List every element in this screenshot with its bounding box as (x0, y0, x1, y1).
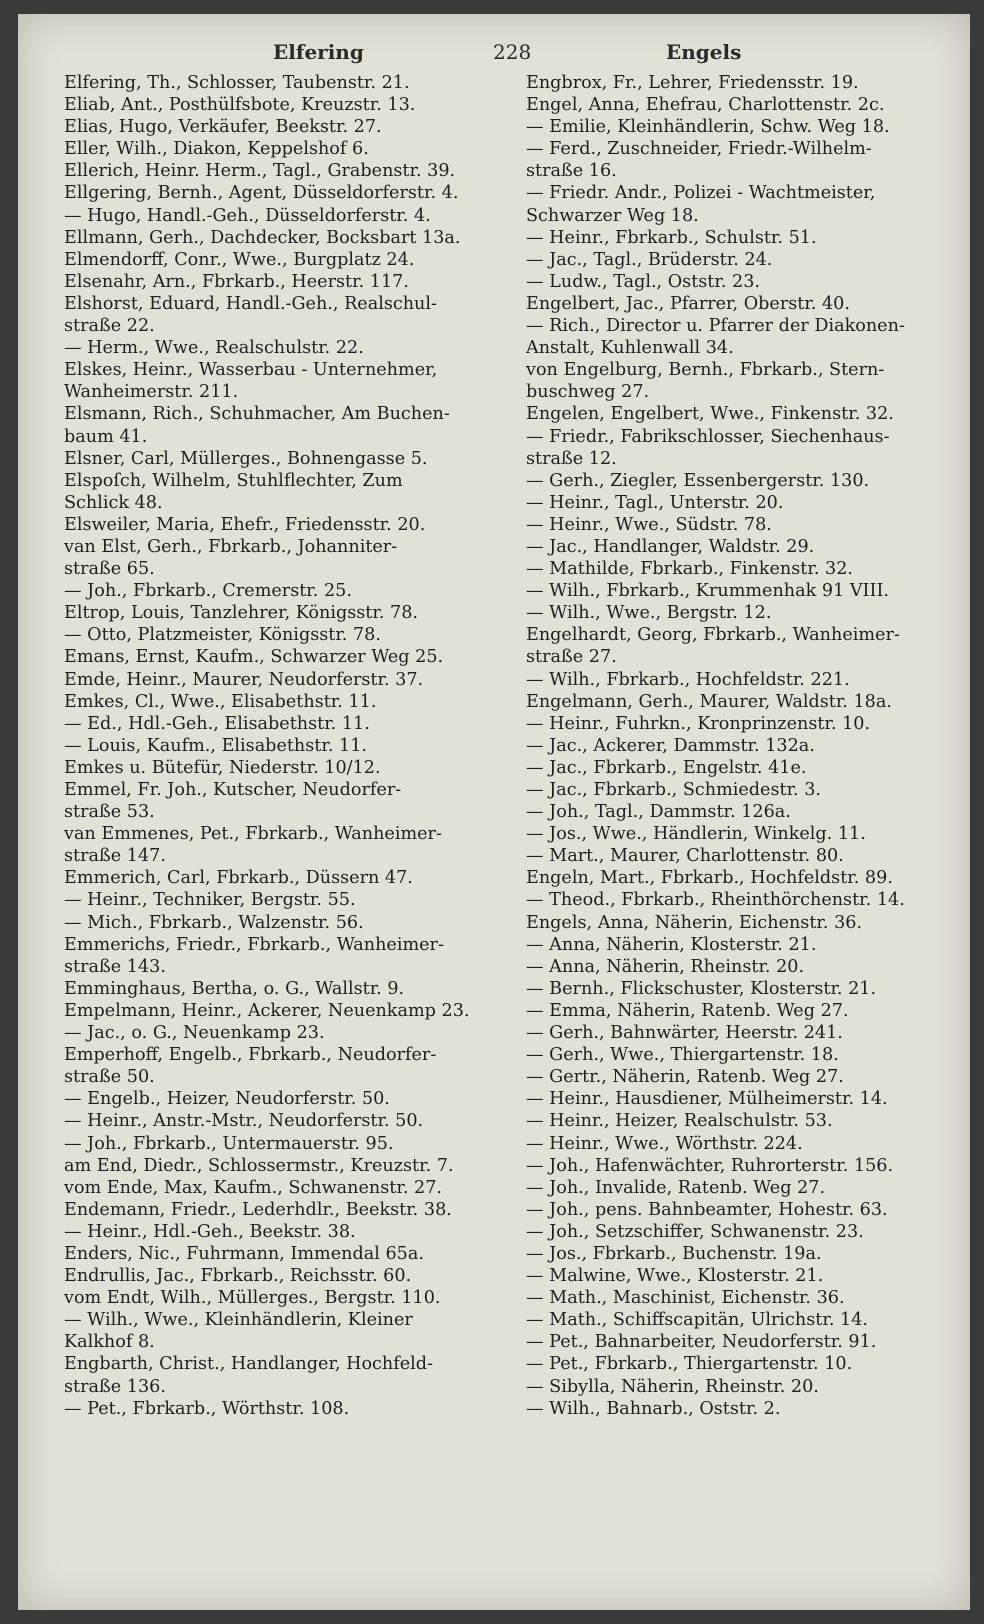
directory-entry-line: — Joh., Hafenwächter, Ruhrorterstr. 156. (526, 1155, 894, 1176)
directory-entry-line: Engelbert, Jac., Pfarrer, Oberstr. 40. (526, 293, 850, 314)
directory-entry-line: — Jac., Handlanger, Waldstr. 29. (526, 536, 815, 557)
directory-entry-line: Engels, Anna, Näherin, Eichenstr. 36. (526, 912, 863, 933)
directory-entry-line: Ellgering, Bernh., Agent, Düsseldorferstr. 4. (64, 183, 459, 204)
directory-entry-line: Ellerich, Heinr. Herm., Tagl., Grabenstr. 39. (64, 161, 456, 182)
directory-entry-line: Engbrox, Fr., Lehrer, Friedensstr. 19. (526, 73, 859, 93)
directory-entry-line: — Joh., Setzschiffer, Schwanenstr. 23. (526, 1221, 864, 1242)
directory-entry-line: Endrullis, Jac., Fbrkarb., Reichsstr. 60. (64, 1266, 412, 1287)
right-column (526, 72, 966, 1420)
directory-entry-line: — Emilie, Kleinhändlerin, Schw. Weg 18. (526, 117, 890, 138)
directory-entry-line: Elmendorff, Conr., Wwe., Burgplatz 24. (64, 249, 415, 270)
directory-entry-line: Enders, Nic., Fuhrmann, Immendal 65a. (64, 1243, 424, 1264)
header-right-keyword: Engels (666, 40, 742, 64)
directory-entry-line: — Sibylla, Näherin, Rheinstr. 20. (526, 1376, 819, 1397)
directory-entry-line: — Malwine, Wwe., Klosterstr. 21. (526, 1266, 824, 1287)
directory-entry-line: van Emmenes, Pet., Fbrkarb., Wanheimer- (64, 824, 442, 845)
directory-entry-line: Elias, Hugo, Verkäufer, Beekstr. 27. (64, 117, 382, 138)
directory-entry-line: — Joh., Fbrkarb., Untermauerstr. 95. (64, 1133, 394, 1154)
directory-entry-line: — Wilh., Wwe., Bergstr. 12. (526, 603, 772, 624)
directory-entry-line: — Theod., Fbrkarb., Rheinthörchenstr. 14. (526, 890, 905, 911)
directory-entry-line: Emkes u. Bütefür, Niederstr. 10/12. (64, 757, 381, 778)
directory-entry-line: — Pet., Fbrkarb., Wörthstr. 108. (64, 1398, 350, 1419)
directory-entry-line: straße 22. (64, 316, 155, 337)
directory-entry-line: straße 12. (526, 448, 617, 469)
directory-entry-line: Engbarth, Christ., Handlanger, Hochfeld- (64, 1354, 433, 1375)
page-header (18, 26, 970, 66)
directory-entry-line: Eller, Wilh., Diakon, Keppelshof 6. (64, 139, 369, 160)
directory-entry-line: — Heinr., Anstr.-Mstr., Neudorferstr. 50. (64, 1111, 424, 1132)
directory-entry-line: — Joh., pens. Bahnbeamter, Hohestr. 63. (526, 1199, 888, 1220)
directory-page (18, 14, 970, 1610)
directory-entry-line: — Rich., Director u. Pfarrer der Diakonen- (526, 316, 905, 337)
directory-entry-line: — Joh., Fbrkarb., Cremerstr. 25. (64, 581, 352, 602)
directory-entry-line: — Otto, Platzmeister, Königsstr. 78. (64, 625, 381, 646)
directory-entry-line: Ellmann, Gerh., Dachdecker, Bocksbart 13a. (64, 227, 461, 248)
directory-entry-line: Elspoſch, Wilhelm, Stuhlflechter, Zum (64, 470, 403, 491)
directory-entry-line: — Heinr., Tagl., Unterstr. 20. (526, 492, 784, 513)
directory-entry-line: van Elst, Gerh., Fbrkarb., Johanniter- (64, 536, 398, 557)
directory-entry-line: — Friedr., Fabrikschlosser, Siechenhaus- (526, 426, 890, 447)
directory-entry-line: — Jac., Ackerer, Dammstr. 132a. (526, 735, 815, 756)
directory-entry-line: — Herm., Wwe., Realschulstr. 22. (64, 338, 364, 359)
directory-entry-line: baum 41. (64, 426, 148, 447)
directory-entry-line: — Wilh., Wwe., Kleinhändlerin, Kleiner (64, 1310, 413, 1331)
directory-entry-line: — Jac., o. G., Neuenkamp 23. (64, 1023, 325, 1044)
directory-entry-line: — Jos., Fbrkarb., Buchenstr. 19a. (526, 1243, 822, 1264)
directory-entry-line: — Gerh., Bahnwärter, Heerstr. 241. (526, 1023, 843, 1044)
directory-entry-line: — Pet., Bahnarbeiter, Neudorferstr. 91. (526, 1332, 877, 1353)
directory-entry-line: — Math., Maschinist, Eichenstr. 36. (526, 1288, 845, 1309)
directory-entry-line: — Joh., Invalide, Ratenb. Weg 27. (526, 1177, 826, 1198)
directory-entry-line: straße 147. (64, 846, 166, 867)
page-number: 228 (493, 40, 532, 64)
directory-entry-line: — Bernh., Flickschuster, Klosterstr. 21. (526, 978, 877, 999)
directory-entry-line: — Wilh., Fbrkarb., Hochfeldstr. 221. (526, 669, 850, 690)
directory-entry-line: — Wilh., Fbrkarb., Krummenhak 91 VIII. (526, 581, 889, 602)
directory-entry-line: — Heinr., Techniker, Bergstr. 55. (64, 890, 356, 911)
directory-entry-line: Emmerichs, Friedr., Fbrkarb., Wanheimer- (64, 934, 444, 955)
directory-entry-line: Schwarzer Weg 18. (526, 205, 699, 226)
directory-entry-line: — Heinr., Hdl.-Geh., Beekstr. 38. (64, 1221, 356, 1242)
directory-entry-line: — Jac., Fbrkarb., Schmiedestr. 3. (526, 780, 822, 800)
directory-entry-line: vom Ende, Max, Kaufm., Schwanenstr. 27. (64, 1177, 442, 1198)
directory-entry-line: — Jac., Tagl., Brüderstr. 24. (526, 249, 773, 270)
directory-entry-line: — Math., Schiffscapitän, Ulrichstr. 14. (526, 1310, 868, 1331)
directory-entry-line: Kalkhof 8. (64, 1332, 155, 1353)
directory-entry-line: Engelmann, Gerh., Maurer, Waldstr. 18a. (526, 691, 892, 712)
directory-entry-line: — Gertr., Näherin, Ratenb. Weg 27. (526, 1067, 844, 1088)
directory-entry-line: — Louis, Kaufm., Elisabethstr. 11. (64, 735, 368, 756)
directory-entry-line: — Hugo, Handl.-Geh., Düsseldorferstr. 4. (64, 205, 431, 226)
directory-entry-line: buschweg 27. (526, 382, 650, 403)
directory-entry-line: Emminghaus, Bertha, o. G., Wallstr. 9. (64, 978, 405, 999)
directory-entry-line: Elfering, Th., Schlosser, Taubenstr. 21. (64, 73, 410, 93)
directory-entry-line: Elshorst, Eduard, Handl.-Geh., Realschul- (64, 293, 437, 314)
directory-entry-line: Endemann, Friedr., Lederhdlr., Beekstr. 38. (64, 1199, 452, 1220)
directory-entry-line: — Heinr., Fbrkarb., Schulstr. 51. (526, 227, 817, 248)
directory-entry-line: — Anna, Näherin, Klosterstr. 21. (526, 934, 817, 955)
directory-entry-line: Emde, Heinr., Maurer, Neudorferstr. 37. (64, 669, 424, 690)
directory-entry-line: Emans, Ernst, Kaufm., Schwarzer Weg 25. (64, 647, 444, 668)
left-column (64, 72, 504, 1420)
directory-entry-line: straße 136. (64, 1376, 166, 1397)
directory-entry-line: — Joh., Tagl., Dammstr. 126a. (526, 802, 791, 823)
directory-entry-line: — Emma, Näherin, Ratenb. Weg 27. (526, 1000, 849, 1021)
directory-entry-line: straße 143. (64, 956, 166, 977)
directory-entry-line: straße 27. (526, 647, 617, 668)
directory-entry-line: Emkes, Cl., Wwe., Elisabethstr. 11. (64, 691, 377, 712)
directory-entry-line: Eltrop, Louis, Tanzlehrer, Königsstr. 78. (64, 603, 419, 624)
directory-entry-line: — Heinr., Fuhrkn., Kronprinzenstr. 10. (526, 713, 871, 734)
directory-entry-line: — Ed., Hdl.-Geh., Elisabethstr. 11. (64, 713, 370, 734)
directory-entry-line: — Pet., Fbrkarb., Thiergartenstr. 10. (526, 1354, 853, 1375)
directory-entry-line: — Jac., Fbrkarb., Engelstr. 41e. (526, 757, 807, 778)
header-left-keyword: Elfering (273, 40, 364, 64)
directory-entry-line: — Heinr., Wwe., Wörthstr. 224. (526, 1133, 803, 1154)
directory-entry-line: — Ludw., Tagl., Oststr. 23. (526, 271, 761, 292)
directory-entry-line: Elsweiler, Maria, Ehefr., Friedensstr. 20. (64, 514, 426, 535)
directory-entry-line: — Mart., Maurer, Charlottenstr. 80. (526, 846, 844, 867)
directory-entry-line: Engelhardt, Georg, Fbrkarb., Wanheimer- (526, 625, 900, 646)
directory-entry-line: Elsmann, Rich., Schuhmacher, Am Buchen- (64, 404, 450, 425)
directory-entry-line: — Ferd., Zuschneider, Friedr.-Wilhelm- (526, 139, 872, 160)
directory-entry-line: Engelen, Engelbert, Wwe., Finkenstr. 32. (526, 404, 894, 425)
directory-entry-line: Engeln, Mart., Fbrkarb., Hochfeldstr. 89. (526, 868, 893, 889)
directory-entry-line: straße 16. (526, 161, 617, 182)
directory-entry-line: — Gerh., Ziegler, Essenbergerstr. 130. (526, 470, 870, 491)
directory-entry-line: straße 50. (64, 1067, 155, 1088)
directory-entry-line: Elskes, Heinr., Wasserbau - Unternehmer, (64, 360, 438, 381)
directory-entry-line: — Engelb., Heizer, Neudorferstr. 50. (64, 1089, 390, 1110)
directory-entry-line: — Heinr., Wwe., Südstr. 78. (526, 514, 772, 535)
directory-entry-line: am End, Diedr., Schlossermstr., Kreuzstr. 7. (64, 1155, 454, 1176)
directory-entry-line: straße 65. (64, 559, 155, 580)
directory-entry-line: — Mathilde, Fbrkarb., Finkenstr. 32. (526, 559, 853, 580)
directory-entry-line: — Anna, Näherin, Rheinstr. 20. (526, 956, 805, 977)
directory-entry-line: — Heinr., Heizer, Realschulstr. 53. (526, 1111, 833, 1132)
directory-entry-line: Elsner, Carl, Müllerges., Bohnengasse 5. (64, 448, 428, 469)
directory-entry-line: Schlick 48. (64, 492, 163, 513)
directory-entry-line: — Heinr., Hausdiener, Mülheimerstr. 14. (526, 1089, 888, 1110)
directory-entry-line: — Jos., Wwe., Händlerin, Winkelg. 11. (526, 824, 866, 845)
directory-entry-line: Emperhoff, Engelb., Fbrkarb., Neudorfer- (64, 1045, 437, 1066)
directory-entry-line: von Engelburg, Bernh., Fbrkarb., Stern- (526, 360, 885, 381)
directory-entry-line: Anstalt, Kuhlenwall 34. (526, 338, 734, 359)
directory-entry-line: — Wilh., Bahnarb., Oststr. 2. (526, 1398, 781, 1419)
directory-entry-line: Engel, Anna, Ehefrau, Charlottenstr. 2c. (526, 95, 885, 116)
directory-entry-line: Wanheimerstr. 211. (64, 382, 239, 403)
directory-entry-line: Emmerich, Carl, Fbrkarb., Düssern 47. (64, 868, 413, 889)
directory-entry-line: — Friedr. Andr., Polizei - Wachtmeister, (526, 183, 876, 204)
directory-entry-line: Empelmann, Heinr., Ackerer, Neuenkamp 23. (64, 1000, 470, 1021)
directory-entry-line: straße 53. (64, 802, 155, 823)
directory-entry-line: vom Endt, Wilh., Müllerges., Bergstr. 110. (64, 1288, 441, 1309)
directory-entry-line: Emmel, Fr. Joh., Kutscher, Neudorfer- (64, 780, 402, 800)
directory-entry-line: Elsenahr, Arn., Fbrkarb., Heerstr. 117. (64, 271, 409, 292)
directory-entry-line: — Mich., Fbrkarb., Walzenstr. 56. (64, 912, 364, 933)
directory-entry-line: — Gerh., Wwe., Thiergartenstr. 18. (526, 1045, 839, 1066)
directory-entry-line: Eliab, Ant., Posthülfsbote, Kreuzstr. 13. (64, 95, 416, 116)
